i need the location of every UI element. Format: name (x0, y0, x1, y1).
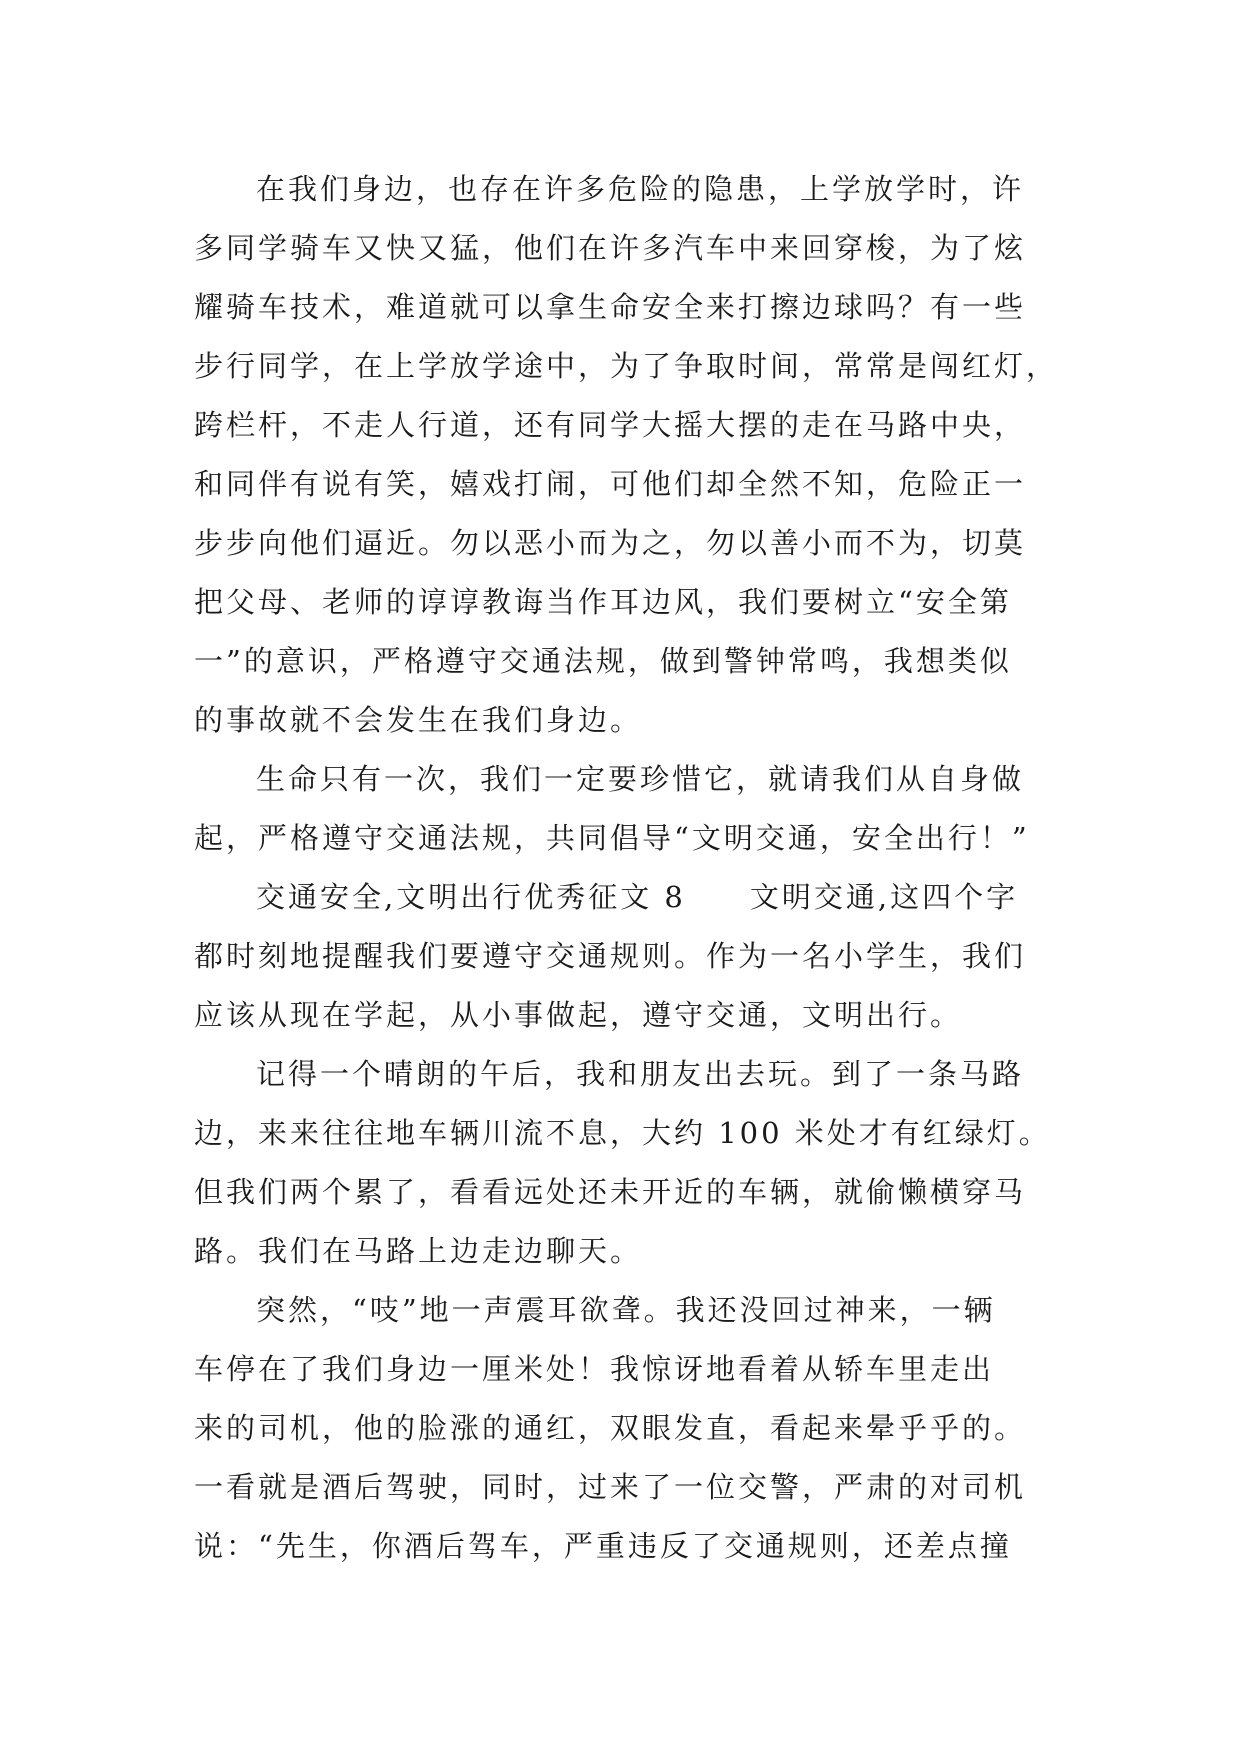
text-line: 起，严格遵守交通法规，共同倡导“文明交通，安全出行！” (194, 821, 1030, 855)
text-line: 但我们两个累了，看看远处还未开近的车辆，就偷懒横穿马 (194, 1175, 1027, 1209)
text-line: 多同学骑车又快又猛，他们在许多汽车中来回穿梭，为了炫 (194, 231, 1027, 265)
text-line: 突然，“吱”地一声震耳欲聋。我还没回过神来，一辆 (256, 1293, 996, 1327)
text-line: 把父母、老师的谆谆教诲当作耳边风，我们要树立“安全第 (194, 585, 1012, 619)
text-line: 在我们身边，也存在许多危险的隐患，上学放学时，许 (256, 172, 1025, 206)
text-line: 跨栏杆，不走人行道，还有同学大摇大摆的走在马路中央， (194, 408, 1027, 442)
text-line: 生命只有一次，我们一定要珍惜它，就请我们从自身做 (256, 762, 1025, 796)
text-line: 来的司机，他的脸涨的通红，双眼发直，看起来晕乎乎的。 (194, 1411, 1027, 1445)
text-line: 的事故就不会发生在我们身边。 (194, 703, 643, 737)
text-line: 路。我们在马路上边走边聊天。 (194, 1234, 643, 1268)
document-body (194, 160, 1074, 1576)
text-line: 边，来来往往地车辆川流不息，大约 100 米处才有红绿灯。 (194, 1116, 1051, 1150)
text-line: 步行同学，在上学放学途中，为了争取时间，常常是闯红灯， (194, 349, 1059, 383)
text-line: 说：“先生，你酒后驾车，严重违反了交通规则，还差点撞 (194, 1529, 1012, 1563)
section-heading-line: 交通安全,文明出行优秀征文 8 文明交通,这四个字 (256, 880, 1019, 914)
text-line: 步步向他们逼近。勿以恶小而为之，勿以善小而不为，切莫 (194, 526, 1027, 560)
text-line: 应该从现在学起，从小事做起，遵守交通，文明出行。 (194, 998, 963, 1032)
text-line: 一”的意识，严格遵守交通法规，做到警钟常鸣，我想类似 (194, 644, 1012, 678)
text-line: 记得一个晴朗的午后，我和朋友出去玩。到了一条马路 (256, 1057, 1025, 1091)
text-line: 一看就是酒后驾驶，同时，过来了一位交警，严肃的对司机 (194, 1470, 1027, 1504)
text-line: 车停在了我们身边一厘米处！我惊讶地看着从轿车里走出 (194, 1352, 995, 1386)
text-line: 和同伴有说有笑，嬉戏打闹，可他们却全然不知，危险正一 (194, 467, 1027, 501)
text-line: 都时刻地提醒我们要遵守交通规则。作为一名小学生，我们 (194, 939, 1027, 973)
text-line: 耀骑车技术，难道就可以拿生命安全来打擦边球吗？有一些 (194, 290, 1027, 324)
